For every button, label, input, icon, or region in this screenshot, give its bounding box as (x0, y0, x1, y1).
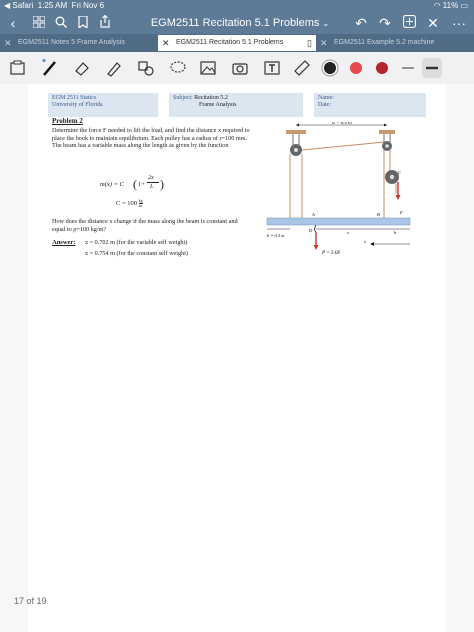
pulley-beam-diagram (264, 122, 412, 272)
name-label: Name: (318, 95, 334, 101)
fraction-bar (147, 182, 159, 183)
status-battery: 11% (442, 1, 459, 10)
tab-example-5-2[interactable] (316, 35, 474, 51)
subject-label: Subject: (173, 95, 193, 101)
document-page[interactable] (28, 84, 446, 632)
tab-bar (0, 34, 474, 52)
answer-constant-weight: x = 0.754 m (for the constant self weight) (85, 250, 188, 257)
status-time: 1:25 AM (37, 1, 68, 10)
close-icon[interactable]: ✕ (427, 15, 439, 31)
more-icon[interactable]: ··· (452, 15, 466, 31)
rope-top (302, 142, 384, 150)
unit-denominator: m (139, 203, 143, 208)
answer-variable-weight: x = 0.702 m (for the variable self weight) (85, 239, 188, 246)
search-icon[interactable] (52, 14, 70, 32)
navigation-bar (0, 12, 474, 34)
course-header (48, 93, 158, 117)
paren-open: ( (133, 177, 137, 191)
status-date: Fri Nov 6 (71, 1, 105, 10)
fraction-numerator: 2x (148, 175, 154, 181)
camera-icon[interactable] (230, 58, 250, 78)
color-swatch-black[interactable] (320, 58, 340, 78)
x-label-overall: x (364, 239, 366, 244)
pen-icon[interactable] (40, 58, 60, 78)
b-point-label: B (377, 212, 380, 217)
color-swatch-red[interactable] (346, 58, 366, 78)
c-label: C (398, 170, 402, 175)
a-label: A (312, 212, 315, 217)
image-icon[interactable] (198, 58, 218, 78)
mass-equation (98, 172, 208, 200)
plus-one: 1+ (138, 181, 145, 188)
status-app[interactable]: Safari (12, 1, 34, 10)
back-chevron-icon[interactable]: ‹ (10, 15, 16, 31)
tab-notes-5[interactable] (0, 35, 158, 51)
highlighter-icon[interactable] (104, 58, 124, 78)
annotation-toolbar (0, 52, 474, 85)
x-overall-arrowhead (370, 242, 374, 246)
tab-close-icon[interactable]: ✕ (4, 38, 12, 48)
x-label: x (347, 230, 349, 235)
hook-d (315, 225, 317, 232)
redo-icon[interactable]: ↷ (379, 15, 391, 31)
tab-split-icon[interactable]: ▯ (307, 38, 312, 48)
pulley-top-right-hub (385, 144, 389, 148)
status-right (434, 0, 468, 12)
document-viewport[interactable] (0, 84, 474, 632)
p-label: P = 3 kN (322, 251, 341, 256)
thick-stroke-option[interactable] (422, 58, 442, 78)
tab-label: EGM2511 Example 5.2 machine (334, 39, 435, 46)
name-date-header (314, 93, 426, 117)
shapes-icon[interactable] (136, 58, 156, 78)
add-page-icon[interactable] (400, 14, 418, 32)
answer-label: Answer: (52, 239, 76, 246)
lasso-icon[interactable] (168, 58, 188, 78)
tab-close-icon[interactable]: ✕ (162, 38, 170, 48)
constant-value: C = 100 (116, 199, 138, 207)
battery-icon: ▭ (460, 1, 468, 10)
ceiling-support-right (379, 130, 395, 134)
mass-equation-lhs: m(x) = C (100, 181, 124, 188)
pulley-top-left-hub (294, 148, 298, 152)
pulley-c-hub (390, 175, 394, 179)
document-title-text: EGM2511 Recitation 5.1 Problems (150, 17, 320, 29)
constant-equation (116, 199, 143, 208)
page-counter: 17 of 19 (14, 596, 47, 606)
thin-stroke-option[interactable] (398, 58, 418, 78)
ceiling-support-left (286, 130, 306, 134)
bookmark-icon[interactable] (74, 14, 92, 32)
fraction-denominator: L (150, 184, 154, 190)
undo-icon[interactable]: ↶ (355, 15, 367, 31)
constant-unit (139, 199, 143, 208)
date-label: Date: (318, 102, 331, 108)
color-swatch-dark-red[interactable] (372, 58, 392, 78)
d-point-label: D (309, 228, 313, 233)
share-icon[interactable] (96, 14, 114, 32)
problem-title: Problem 2 (52, 117, 83, 125)
f-label: F (400, 210, 403, 215)
question-text: How does the distance x change if the mass along the beam is constant and equal to ρ=100 kg/m? (52, 218, 238, 233)
course-name: EGM 2511 Statics (52, 95, 97, 101)
subject-line-2: Frame Analysis (199, 102, 237, 108)
tab-label: EGM2511 Recitation 5.1 Problems (176, 39, 284, 46)
ruler-icon[interactable] (292, 58, 312, 78)
university-name: University of Florida (52, 102, 103, 108)
status-left (4, 0, 104, 12)
tab-close-icon[interactable]: ✕ (320, 38, 328, 48)
paren-close: ) (160, 177, 164, 191)
grid-view-icon[interactable] (30, 14, 48, 32)
subject-header (169, 93, 303, 117)
back-to-app-icon[interactable]: ◀ (4, 1, 11, 10)
force-f-arrowhead (396, 195, 401, 200)
tab-label: EGM2511 Notes 5 Frame Analysis (18, 39, 125, 46)
eraser-icon[interactable] (72, 58, 92, 78)
tab-recitation-5-1[interactable] (158, 35, 316, 51)
status-bar (0, 0, 474, 12)
document-title[interactable] (150, 12, 330, 34)
d-arrow-left (296, 124, 299, 127)
clipboard-icon[interactable] (8, 58, 28, 78)
text-icon[interactable] (262, 58, 282, 78)
beam (267, 218, 410, 225)
problem-text: Determine the force F needed to lift the load, and find the distance x required to place the hook to maintain equilibrium. Each pulley has a radius of r=100 mm. The beam has a variable mass along the length as given by the function (52, 127, 250, 150)
load-p-arrowhead (314, 245, 319, 250)
unit-numerator: kg (138, 198, 143, 203)
b-label-right: b (394, 230, 397, 235)
b-label: b = 0.3 m (267, 233, 285, 238)
subject-line-1: Recitation 5.2 (194, 95, 228, 101)
d-label: d = 0.9 m (332, 122, 352, 126)
d-arrow-right (384, 124, 387, 127)
wifi-icon: ◠ (433, 1, 441, 10)
chevron-down-icon: ⌄ (322, 19, 330, 28)
